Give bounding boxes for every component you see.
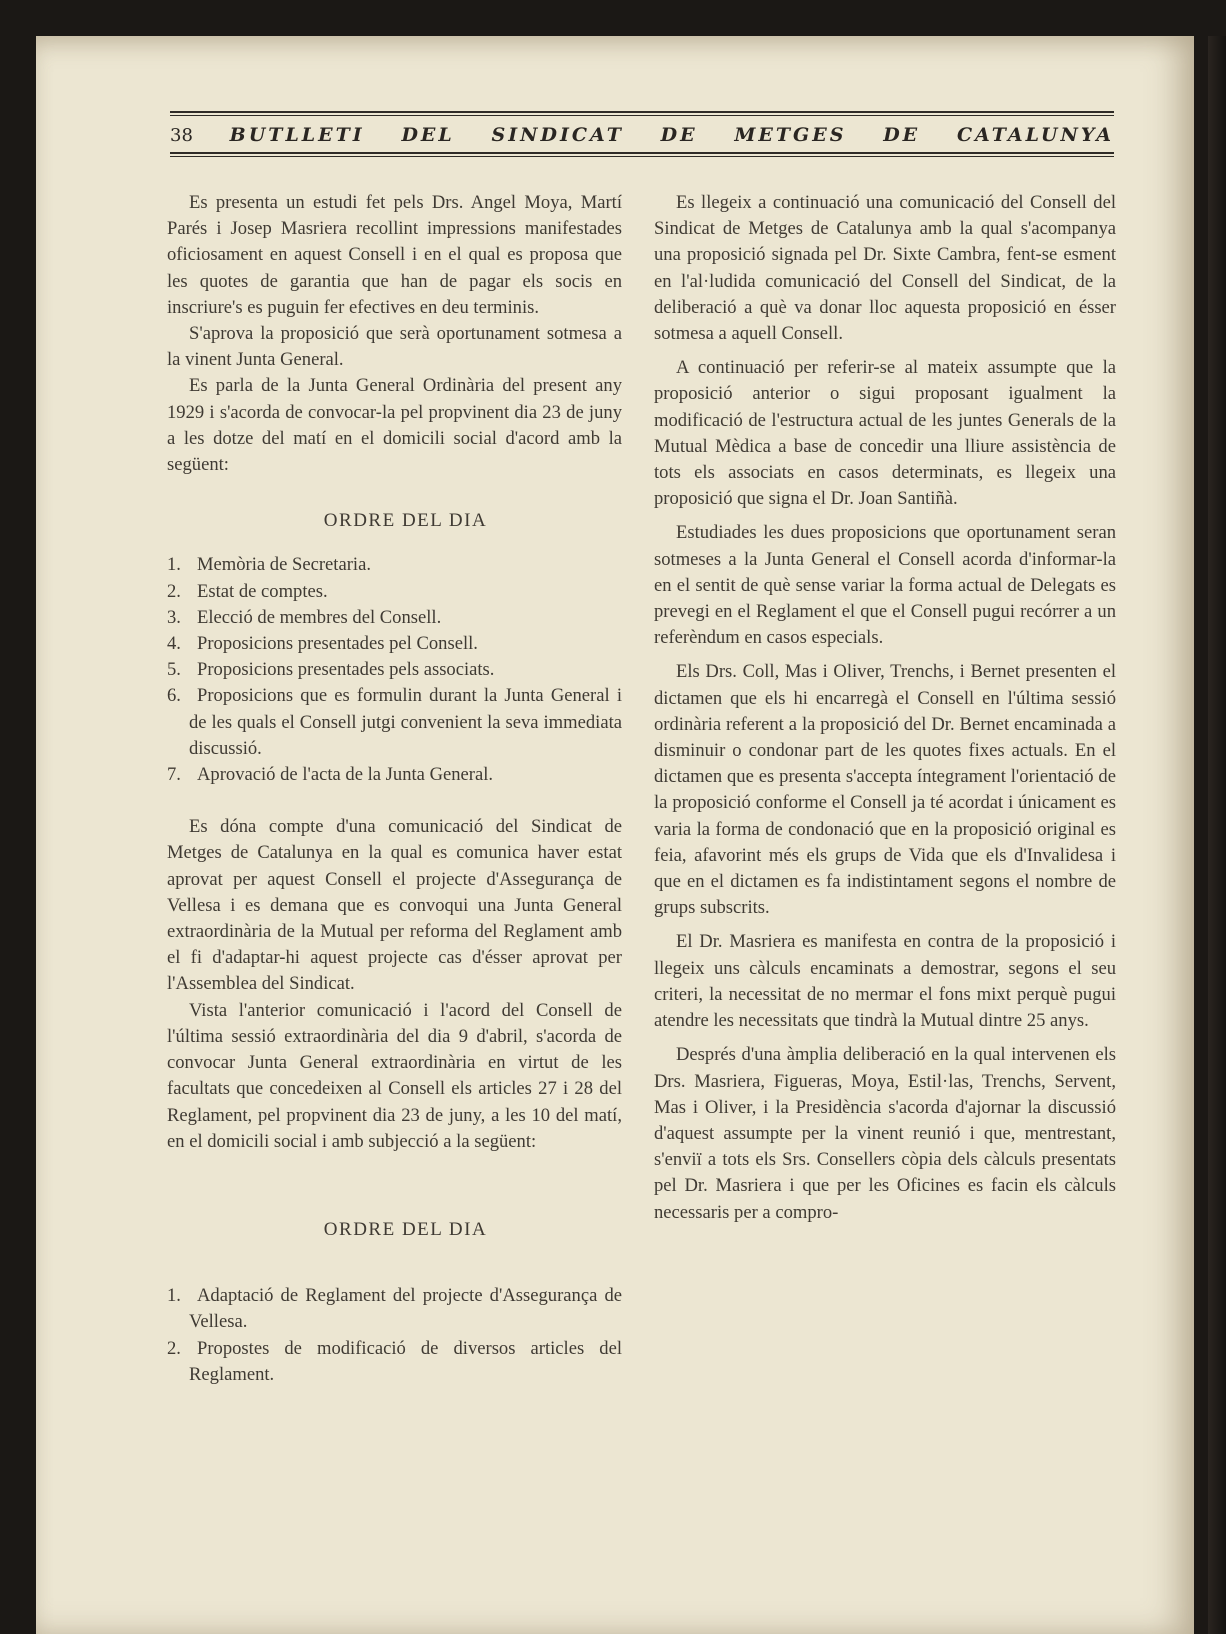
header-rule bbox=[170, 156, 1114, 157]
left-column bbox=[167, 190, 622, 1388]
paragraph: Vista l'anterior comunicació i l'acord del Consell de l'última sessió extraordinària del dia 9 d'abril, s'acorda de convocar Junta General extraordinària en virtut de les facultats que concedeixen al Consell els articles 27 i 28 del Reglament, pel propvinent dia 23 de juny, a les 10 del matí, en el domicili social i amb subjecció a la següent: bbox=[167, 999, 622, 1152]
list-item: 1. Memòria de Secretaria. bbox=[167, 554, 371, 576]
section-title: ORDRE DEL DIA bbox=[323, 1218, 488, 1240]
header-rule bbox=[170, 152, 1114, 154]
header-word: BUTLLETI bbox=[229, 124, 365, 146]
book-binding bbox=[1208, 36, 1226, 1634]
agenda-list bbox=[167, 1283, 622, 1388]
paragraph: A continuació per referir-se al mateix assumpte que la proposició anterior o sigui proposant igualment la modificació de l'estructura actual de les juntes Generals de la Mutual Mèdica a base de concedir una lliure assistència de tots els associats en casos determinats, es llegeix una proposició que signa el Dr. Joan Santiñà. bbox=[654, 357, 1116, 510]
paragraph: El Dr. Masriera es manifesta en contra de la proposició i llegeix uns càlculs encaminats a demostrar, segons el seu criteri, la necessitat de no mermar el fons mixt perquè pugui atendre les necessitats que tindrà la Mutual dintre 25 anys. bbox=[654, 931, 1116, 1032]
section-title: ORDRE DEL DIA bbox=[323, 510, 488, 532]
header-word: DE bbox=[883, 124, 921, 146]
page-number: 38 bbox=[170, 125, 193, 146]
header-word: DE bbox=[660, 124, 698, 146]
header-rule bbox=[170, 115, 1114, 116]
running-header bbox=[130, 72, 1114, 158]
list-item: 7. Aprovació de l'acta de la Junta General. bbox=[167, 764, 494, 786]
header-word: SINDICAT bbox=[491, 124, 624, 146]
list-item: 1. Adaptació de Reglament del projecte d'Assegurança de Vellesa. bbox=[167, 1285, 622, 1333]
paragraph: Es presenta un estudi fet pels Drs. Angel Moya, Martí Parés i Josep Masriera recollint impressions manifestades oficiosament en aquest Consell i en el qual es proposa que les quotes de garantia que han de pagar els socis en inscriure's es puguin fer efectives en deu terminis. bbox=[167, 192, 622, 318]
header-word: METGES bbox=[734, 124, 847, 146]
paragraph: Es llegeix a continuació una comunicació del Consell del Sindicat de Metges de Catalunya amb la qual s'acompanya una proposició signada pel Dr. Sixte Cambra, fent-se esment en l'al·ludida comunicació del Consell del Sindicat, de la deliberació a què va donar lloc aquesta proposició en ésser sotmesa a aquell Consell. bbox=[654, 192, 1116, 345]
header-title-row bbox=[170, 124, 1114, 146]
header-rule bbox=[170, 111, 1114, 113]
right-column bbox=[654, 190, 1116, 1226]
paragraph: Els Drs. Coll, Mas i Oliver, Trenchs, i Bernet presenten el dictamen que els hi encarregà el Consell en l'última sessió ordinària referent a la proposició del Dr. Bernet encaminada a disminuir o condonar part de les quotes fixes actuals. En el dictamen que es presenta s'accepta íntegrament l'orientació de la proposició conforme el Consell ja té acordat i únicament es varia la forma de condonació que en la proposició original es feia, afavorint més els grups de Vida que els d'Invalidesa i que en el dictamen es fa indistintament segons el nombre de grups subscrits. bbox=[654, 661, 1116, 919]
list-item: 2. Estat de comptes. bbox=[167, 580, 328, 602]
paragraph: S'aprova la proposició que serà oportunament sotmesa a la vinent Junta General. bbox=[167, 323, 622, 371]
list-item: 6. Proposicions que es formulin durant la Junta General i de les quals el Consell jutgi convenient la seva immediata discussió. bbox=[167, 685, 622, 759]
list-item: 5. Proposicions presentades pels associats. bbox=[167, 659, 495, 681]
list-item: 3. Elecció de membres del Consell. bbox=[167, 606, 442, 628]
agenda-list bbox=[167, 552, 622, 788]
paragraph: Estudiades les dues proposicions que oportunament seran sotmeses a la Junta General el Consell acorda d'informar-la en el sentit de què sense variar la forma actual de Delegats es prevegi en el Reglament el que el Consell pugui recórrer a un referèndum en casos especials. bbox=[654, 522, 1116, 649]
paragraph: Es parla de la Junta General Ordinària del present any 1929 i s'acorda de convocar-la pel propvinent dia 23 de juny a les dotze del matí en el domicili social d'acord amb la següent: bbox=[167, 375, 622, 476]
list-item: 4. Proposicions presentades pel Consell. bbox=[167, 633, 478, 655]
header-word: CATALUNYA bbox=[956, 124, 1114, 146]
paragraph: Després d'una àmplia deliberació en la qual intervenen els Drs. Masriera, Figueras, Moya, Estil·las, Trenchs, Servent, Mas i Oliver, i la Presidència s'acorda d'ajornar la discussió d'aquest assumpte per la vinent reunió i que, mentrestant, s'enviï a tots els Srs. Consellers còpia dels càlculs presentats pel Dr. Masriera i que per les Oficines es facin els càlculs necessaris per a compro- bbox=[654, 1044, 1116, 1223]
list-item: 2. Propostes de modificació de diversos articles del Reglament. bbox=[167, 1337, 622, 1385]
header-word: DEL bbox=[401, 124, 455, 146]
paragraph: Es dóna compte d'una comunicació del Sindicat de Metges de Catalunya en la qual es comunica haver estat aprovat per aquest Consell el projecte d'Assegurança de Vellesa i es demana que es convoqui una Junta General extraordinària de la Mutual per reforma del Reglament amb el fi d'adaptar-hi aquest projecte cas d'ésser aprovat per l'Assemblea del Sindicat. bbox=[167, 816, 622, 995]
